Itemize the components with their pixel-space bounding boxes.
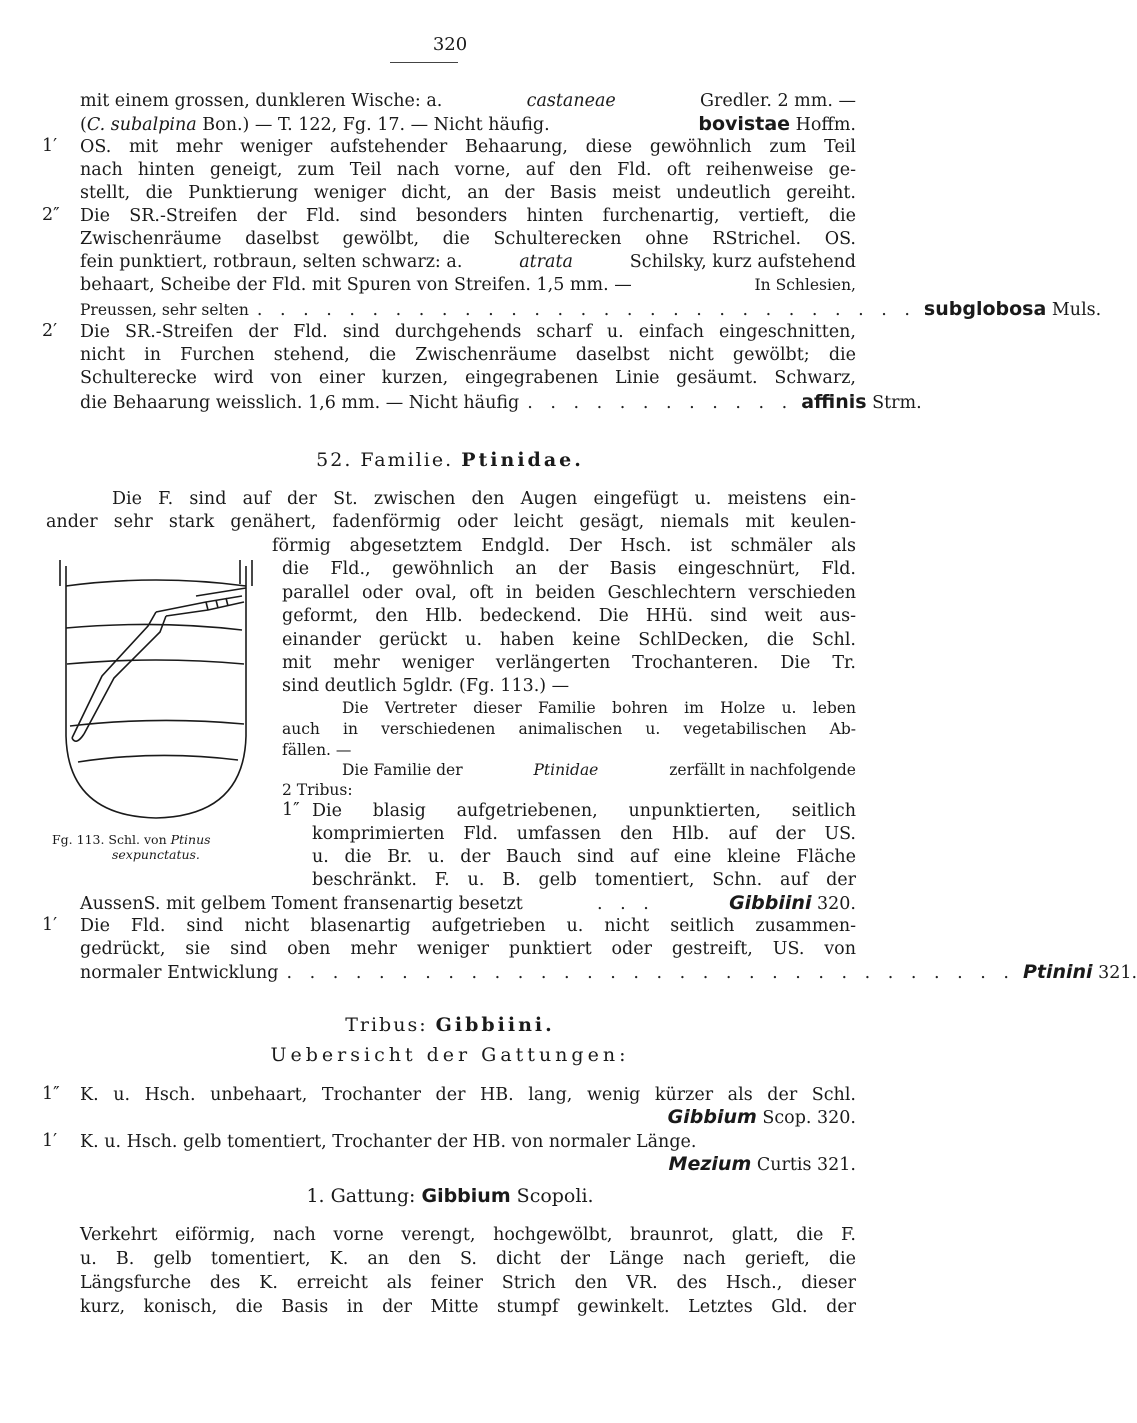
text-segment: mit einem grossen, dunkleren Wische: a.: [80, 91, 443, 111]
text-line: gedrückt, sie sind oben mehr weniger punktiert oder gestreift, US. von: [80, 939, 856, 959]
text-line: [80, 113, 856, 137]
text-line: u. B. gelb tomentiert, K. an den S. dicht der Länge nach gerieft, die: [80, 1249, 856, 1269]
species-name: subglobosa: [923, 298, 1047, 320]
species-entry: [698, 113, 856, 137]
text-line: die Fld., gewöhnlich an der Basis eingeschnürt, Fld.: [282, 559, 856, 579]
text-line: Die F. sind auf der St. zwischen den Augen eingefügt u. meistens ein-: [112, 489, 856, 509]
text-line: geformt, den Hlb. bedeckend. Die HHü. sind weit aus-: [282, 606, 856, 626]
variety-name: castaneae: [526, 91, 616, 111]
species-entry: [924, 298, 1101, 322]
text-line: Die blasig aufgetriebenen, unpunktierten, seitlich: [312, 801, 856, 821]
text-line: [80, 298, 1102, 322]
key-marker: 1′: [42, 915, 58, 935]
text-line: Die Familie der Ptinidae zerfällt in nachfolgende: [342, 761, 856, 779]
text-segment: normaler Entwicklung: [80, 963, 279, 983]
overview-heading: Uebersicht der Gattungen:: [270, 1044, 630, 1066]
text-segment: behaart, Scheibe der Fld. mit Spuren von Streifen. 1,5 mm. —: [80, 275, 632, 295]
text-line: Schulterecke wird von einer kurzen, eingegrabenen Linie gesäumt. Schwarz,: [80, 368, 856, 388]
text-line: u. die Br. u. der Bauch sind auf eine kleine Fläche: [312, 847, 856, 867]
text-line: sind deutlich 5gldr. (Fg. 113.) —: [282, 676, 570, 696]
leader-dots: . . . . . . . . . . . . . . . . . . . . . . . . . . . . .: [256, 300, 916, 320]
species-entry: [801, 391, 921, 415]
page-ref: 320.: [817, 894, 856, 914]
text-line: stellt, die Punktierung weniger dicht, an der Basis meist undeutlich gereiht.: [80, 183, 856, 203]
text-line: 2 Tribus:: [282, 781, 353, 799]
species-name: bovistae: [698, 113, 791, 135]
text-line: Die SR.-Streifen der Fld. sind besonders hinten furchenartig, vertieft, die: [80, 206, 856, 226]
text-line: Längsfurche des K. erreicht als feiner Strich den VR. des Hsch., dieser: [80, 1273, 856, 1293]
text-line: förmig abgesetztem Endgld. Der Hsch. ist schmäler als: [272, 536, 856, 556]
key-marker: 1′: [42, 136, 58, 156]
text-line: kurz, konisch, die Basis in der Mitte stumpf gewinkelt. Letztes Gld. der: [80, 1297, 856, 1317]
text-line: fällen. —: [282, 741, 352, 759]
family-name: Ptinidae: [533, 761, 599, 779]
key-marker: 1″: [282, 800, 300, 820]
text-line: [80, 961, 1137, 985]
figure-caption: Fg. 113. Schl. von Ptinus sexpunctatus.: [52, 832, 211, 862]
text-line: [80, 1153, 856, 1177]
text-segment: Preussen, sehr selten: [80, 301, 249, 319]
text-line: [80, 274, 856, 297]
genus-name: Mezium: [668, 1153, 752, 1175]
genus-heading: 1. Gattung: Gibbium Scopoli.: [306, 1185, 594, 1207]
genus-author: Curtis 321.: [756, 1155, 856, 1175]
leader-dots: . . . . . . . . . . . . . . . . . . . . . . . . . . . . . . . .: [286, 963, 1015, 983]
key-marker: 2′: [42, 321, 58, 341]
text-line: nach hinten geneigt, zum Teil nach vorne, auf den Fld. oft reihenweise ge-: [80, 160, 856, 180]
leader-dots: . . . . . . . . . . . .: [527, 393, 794, 413]
text-line: mit mehr weniger verlängerten Trochanteren. Die Tr.: [282, 653, 856, 673]
key-marker: 1′: [42, 1131, 58, 1151]
text-line: einander gerückt u. haben keine SchlDecken, die Schl.: [282, 630, 856, 650]
text-line: ander sehr stark genähert, fadenförmig oder leicht gesägt, niemals mit keulen-: [46, 512, 856, 532]
text-line: [80, 1106, 856, 1130]
text-segment: AussenS. mit gelbem Toment fransenartig besetzt: [80, 894, 523, 914]
text-line: [80, 251, 856, 274]
text-line: K. u. Hsch. unbehaart, Trochanter der HB. lang, wenig kürzer als der Schl.: [80, 1085, 856, 1105]
text-line: Die Vertreter dieser Familie bohren im Holze u. leben: [342, 699, 856, 717]
text-segment: die Behaarung weisslich. 1,6 mm. — Nicht häufig: [80, 393, 520, 413]
text-line: Die SR.-Streifen der Fld. sind durchgehends scharf u. einfach eingeschnitten,: [80, 322, 856, 342]
text-segment: (C. subalpina Bon.) — T. 122, Fg. 17. — Nicht häufig.: [80, 115, 550, 135]
text-segment: fein punktiert, rotbraun, selten schwarz: a.: [80, 252, 463, 272]
text-line: [80, 90, 856, 113]
text-line: parallel oder oval, oft in beiden Geschlechtern verschieden: [282, 583, 856, 603]
text-segment: In Schlesien,: [754, 276, 856, 294]
species-name: affinis: [801, 391, 867, 413]
text-segment: Gredler. 2 mm. —: [700, 91, 856, 111]
text-line: beschränkt. F. u. B. gelb tomentiert, Schn. auf der: [312, 870, 856, 890]
variety-name: atrata: [519, 252, 573, 272]
key-marker: 2″: [42, 205, 60, 225]
text-line: Die Fld. sind nicht blasenartig aufgetrieben u. nicht seitlich zusammen-: [80, 916, 856, 936]
text-line: [80, 892, 856, 916]
text-line: komprimierten Fld. umfassen den Hlb. auf der US.: [312, 824, 856, 844]
text-line: Verkehrt eiförmig, nach vorne verengt, hochgewölbt, braunrot, glatt, die F.: [80, 1225, 856, 1245]
species-author: Muls.: [1051, 300, 1102, 320]
tribus-heading: Tribus: Gibbiini.: [345, 1014, 555, 1036]
tribe-name: Gibbiini.: [435, 1014, 555, 1036]
text-line: nicht in Furchen stehend, die Zwischenräume daselbst nicht gewölbt; die: [80, 345, 856, 365]
text-line: [80, 391, 922, 415]
text-line: auch in verschiedenen animalischen u. vegetabilischen Ab-: [282, 720, 856, 738]
figure-113-drawing: [56, 556, 256, 826]
tribe-name: Gibbiini: [729, 892, 812, 914]
genus-name: Gibbium: [667, 1106, 757, 1128]
leader-dots: . . .: [597, 894, 655, 914]
tribe-name: Ptinini: [1022, 961, 1093, 983]
page-number-rule: [390, 62, 458, 63]
key-marker: 1″: [42, 1084, 60, 1104]
page-ref: 321.: [1098, 963, 1137, 983]
text-line: Zwischenräume daselbst gewölbt, die Schulterecken ohne RStrichel. OS.: [80, 229, 856, 249]
page-number: 320: [432, 34, 468, 55]
text-line: OS. mit mehr weniger aufstehender Behaarung, diese gewöhnlich zum Teil: [80, 137, 856, 157]
species-author: Hoffm.: [795, 115, 856, 135]
family-name: Ptinidae.: [461, 449, 584, 471]
text-line: K. u. Hsch. gelb tomentiert, Trochanter der HB. von normaler Länge.: [80, 1132, 697, 1152]
tribe-entry: [729, 892, 856, 916]
text-segment: Schilsky, kurz aufstehend: [629, 252, 856, 272]
family-heading: 52. Familie. Ptinidae.: [316, 449, 584, 471]
genus-author: Scop. 320.: [762, 1108, 856, 1128]
genus-name: Gibbium: [421, 1185, 511, 1207]
species-author: Strm.: [872, 393, 922, 413]
tribe-entry: [1023, 961, 1137, 985]
